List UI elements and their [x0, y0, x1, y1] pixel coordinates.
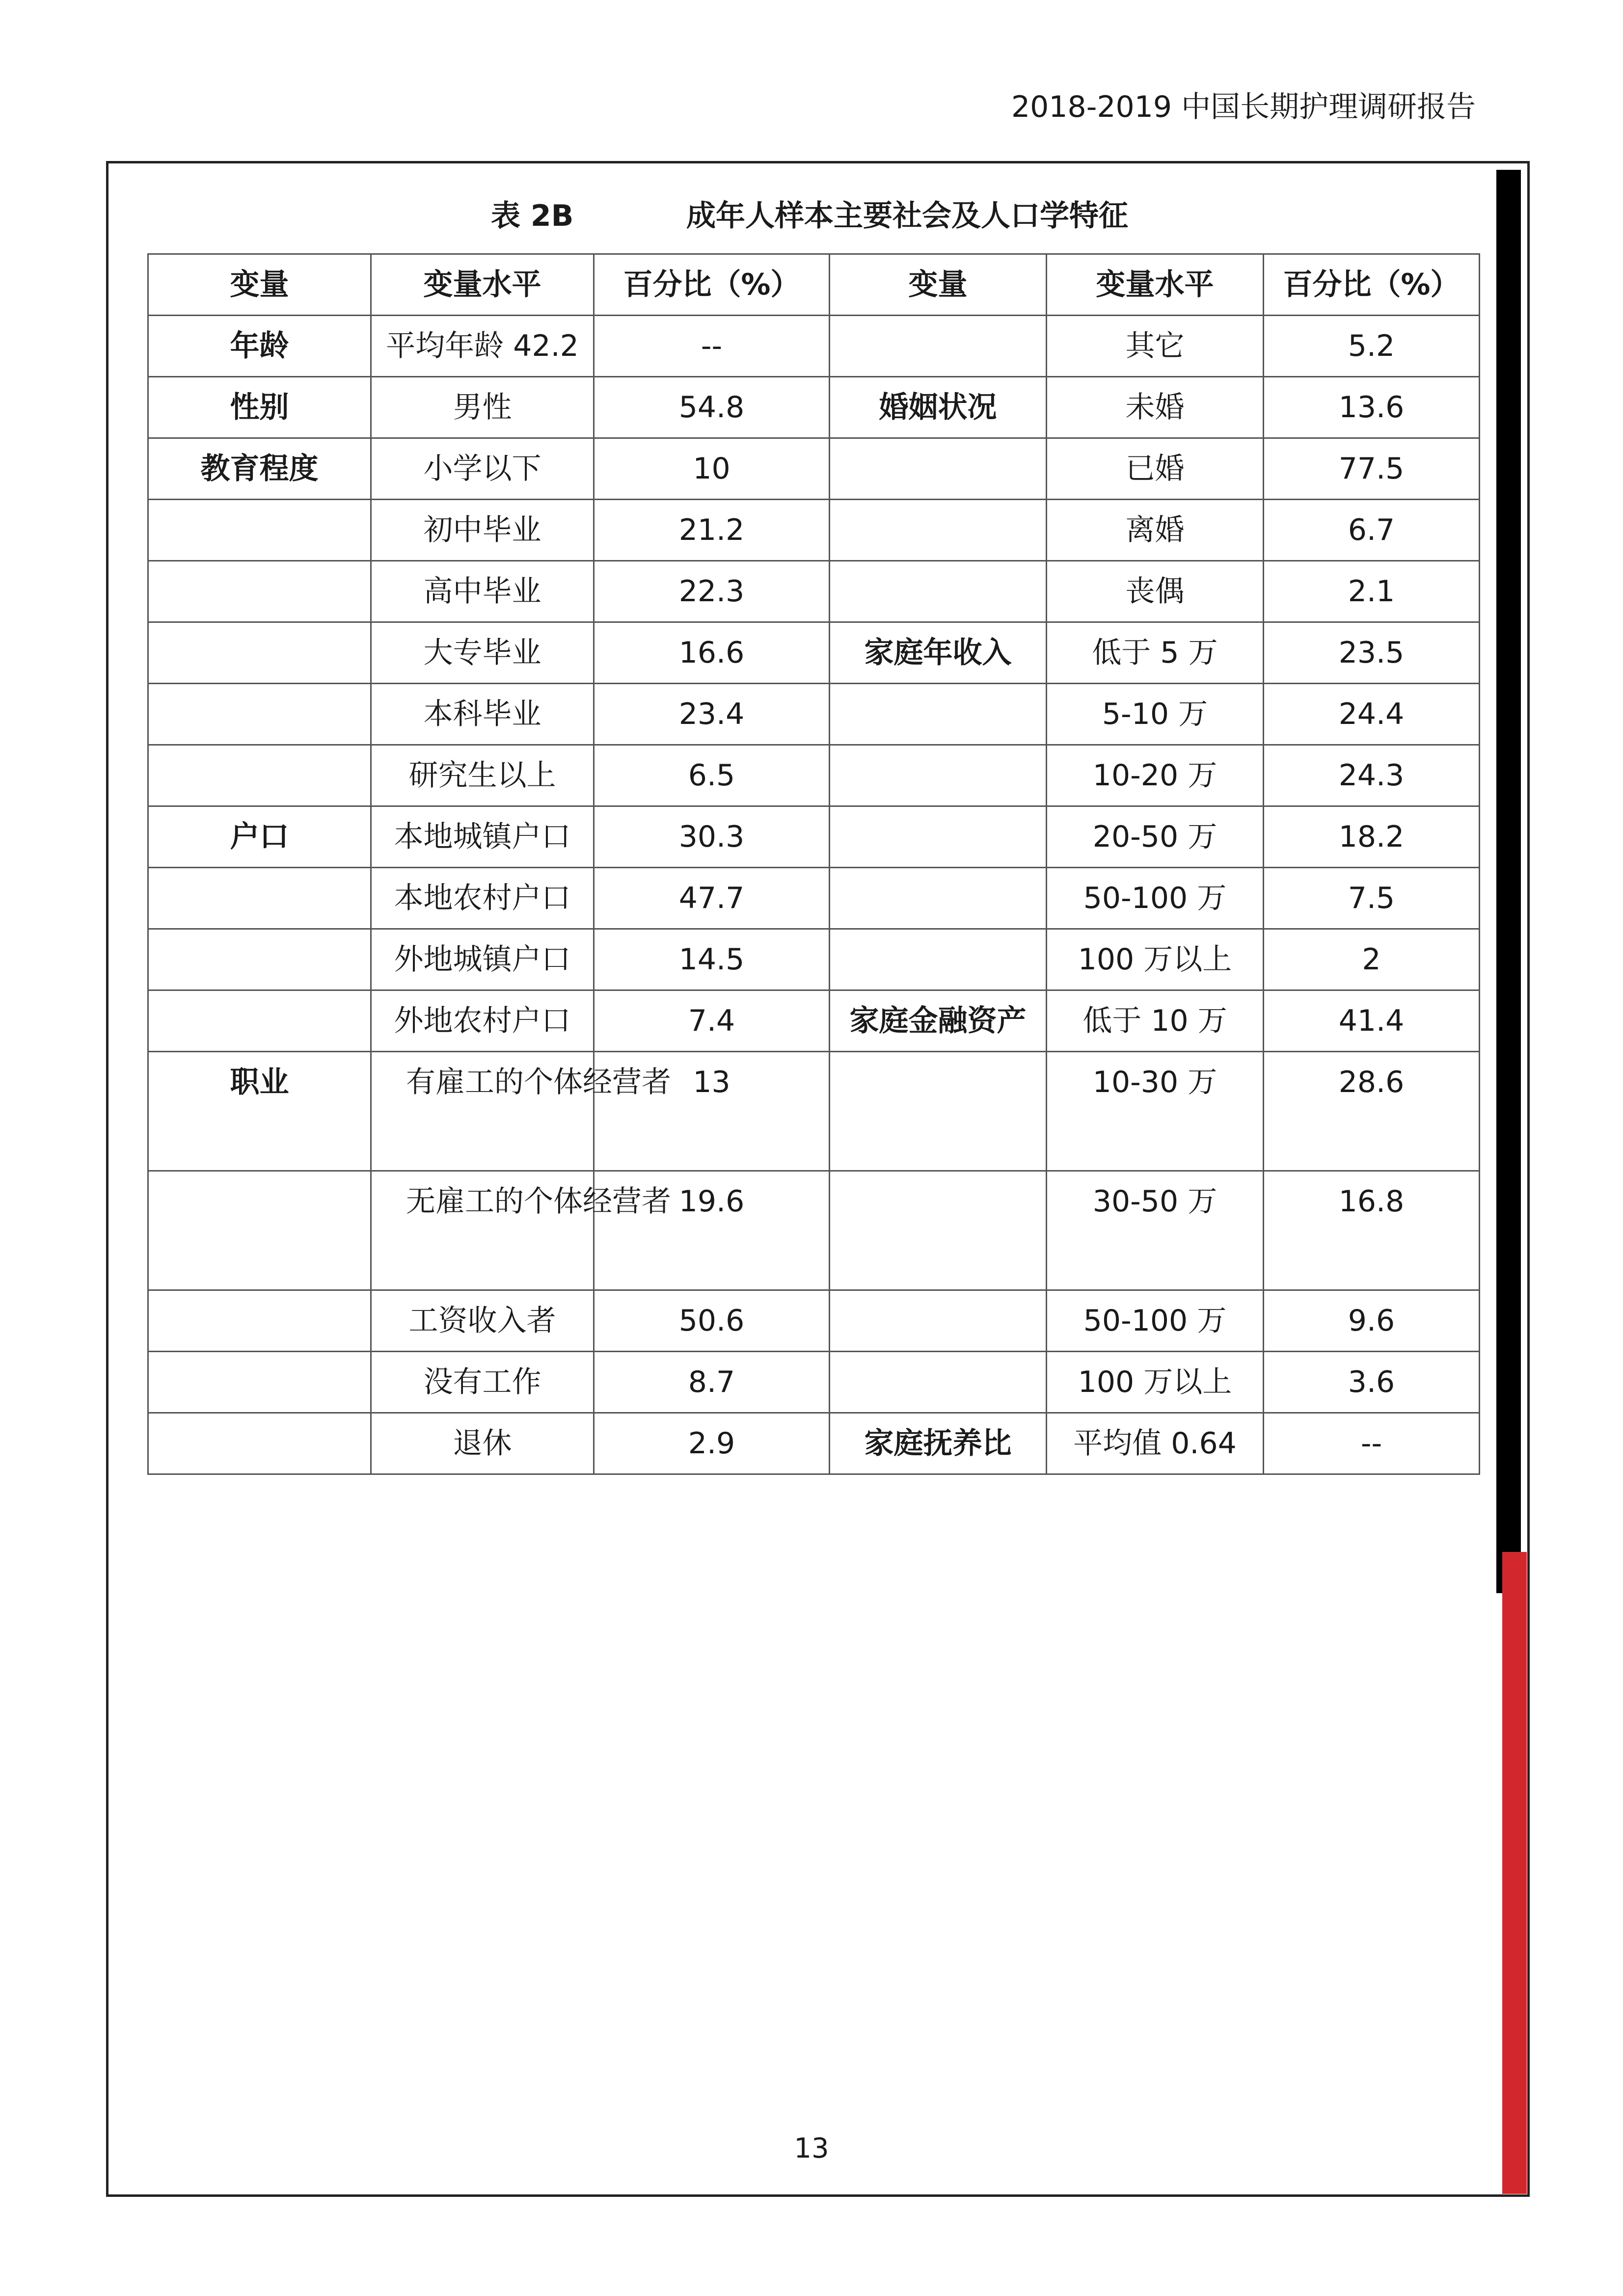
cell-percent: 14.5: [594, 929, 830, 990]
table-number: 表 2B: [491, 199, 574, 233]
cell-level: 研究生以上: [371, 745, 594, 806]
table-row: [148, 684, 1480, 745]
cell-level: 100 万以上: [1047, 929, 1264, 990]
cell-percent: 77.5: [1264, 438, 1480, 500]
cell-percent: 18.2: [1264, 806, 1480, 868]
cell-variable: 年龄: [148, 316, 371, 377]
table-row: [148, 561, 1480, 622]
table-row: [148, 438, 1480, 500]
column-header-level: 变量水平: [371, 254, 594, 316]
table-row: [148, 745, 1480, 806]
cell-percent: 3.6: [1264, 1352, 1480, 1413]
cell-variable: [830, 561, 1047, 622]
cell-percent: 54.8: [594, 377, 830, 438]
cell-percent: 9.6: [1264, 1290, 1480, 1352]
cell-level: 丧偶: [1047, 561, 1264, 622]
cell-percent: --: [594, 316, 830, 377]
cell-percent: 6.5: [594, 745, 830, 806]
cell-percent: 21.2: [594, 500, 830, 561]
cell-percent: 16.6: [594, 622, 830, 684]
cell-level: 低于 5 万: [1047, 622, 1264, 684]
cell-percent: 2.9: [594, 1413, 830, 1474]
cell-level: 100 万以上: [1047, 1352, 1264, 1413]
table-row: [148, 1171, 1480, 1290]
table-row: [148, 868, 1480, 929]
table-row: [148, 500, 1480, 561]
cell-level: 男性: [371, 377, 594, 438]
table-row: [148, 1052, 1480, 1171]
cell-percent: 24.3: [1264, 745, 1480, 806]
table-row: [148, 377, 1480, 438]
cell-variable: [148, 561, 371, 622]
cell-variable: [830, 1052, 1047, 1171]
cell-percent: --: [1264, 1413, 1480, 1474]
cell-level: 本地农村户口: [371, 868, 594, 929]
cell-variable: [830, 316, 1047, 377]
cell-level: 高中毕业: [371, 561, 594, 622]
table-row: [148, 316, 1480, 377]
cell-variable: 家庭抚养比: [830, 1413, 1047, 1474]
cell-variable: [830, 1352, 1047, 1413]
table-row: [148, 990, 1480, 1052]
cell-percent: 7.4: [594, 990, 830, 1052]
cell-level: 没有工作: [371, 1352, 594, 1413]
cell-variable: [148, 622, 371, 684]
cell-variable: 家庭金融资产: [830, 990, 1047, 1052]
cell-percent: 2: [1264, 929, 1480, 990]
cell-level: 有雇工的个体经营者: [371, 1052, 594, 1171]
column-header-percent: 百分比（%）: [1264, 254, 1480, 316]
cell-level: 10-20 万: [1047, 745, 1264, 806]
cell-variable: [830, 868, 1047, 929]
cell-percent: 47.7: [594, 868, 830, 929]
cell-percent: 13.6: [1264, 377, 1480, 438]
cell-variable: 婚姻状况: [830, 377, 1047, 438]
cell-variable: [830, 1290, 1047, 1352]
cell-percent: 5.2: [1264, 316, 1480, 377]
page-number: 13: [794, 2133, 829, 2164]
cell-level: 外地农村户口: [371, 990, 594, 1052]
cell-percent: 50.6: [594, 1290, 830, 1352]
cell-percent: 7.5: [1264, 868, 1480, 929]
cell-variable: [148, 990, 371, 1052]
cell-percent: 8.7: [594, 1352, 830, 1413]
table-row: [148, 1352, 1480, 1413]
cell-variable: [148, 929, 371, 990]
cell-percent: 6.7: [1264, 500, 1480, 561]
cell-level: 50-100 万: [1047, 868, 1264, 929]
cell-level: 初中毕业: [371, 500, 594, 561]
cell-variable: [148, 1413, 371, 1474]
cell-variable: 户口: [148, 806, 371, 868]
cell-variable: [148, 745, 371, 806]
cell-percent: 23.5: [1264, 622, 1480, 684]
cell-percent: 13: [594, 1052, 830, 1171]
column-header-level: 变量水平: [1047, 254, 1264, 316]
cell-variable: [830, 929, 1047, 990]
cell-variable: [830, 806, 1047, 868]
cell-level: 10-30 万: [1047, 1052, 1264, 1171]
cell-variable: [148, 1171, 371, 1290]
cell-level: 大专毕业: [371, 622, 594, 684]
cell-variable: [148, 1352, 371, 1413]
cell-variable: [148, 684, 371, 745]
cell-level: 低于 10 万: [1047, 990, 1264, 1052]
cell-level: 无雇工的个体经营者: [371, 1171, 594, 1290]
cell-level: 50-100 万: [1047, 1290, 1264, 1352]
cell-variable: [830, 684, 1047, 745]
cell-level: 已婚: [1047, 438, 1264, 500]
cell-percent: 2.1: [1264, 561, 1480, 622]
table-header-row: [148, 254, 1480, 316]
decorative-red-bar: [1502, 1552, 1527, 2194]
table-row: [148, 806, 1480, 868]
cell-level: 20-50 万: [1047, 806, 1264, 868]
cell-variable: [830, 1171, 1047, 1290]
cell-percent: 19.6: [594, 1171, 830, 1290]
cell-level: 平均值 0.64: [1047, 1413, 1264, 1474]
cell-level: 未婚: [1047, 377, 1264, 438]
cell-level: 平均年龄 42.2: [371, 316, 594, 377]
cell-percent: 30.3: [594, 806, 830, 868]
report-header-title: 2018-2019 中国长期护理调研报告: [1011, 90, 1476, 124]
table-body: [148, 316, 1480, 1474]
cell-percent: 28.6: [1264, 1052, 1480, 1171]
cell-level: 小学以下: [371, 438, 594, 500]
cell-percent: 41.4: [1264, 990, 1480, 1052]
table-row: [148, 1413, 1480, 1474]
table-row: [148, 1290, 1480, 1352]
column-header-variable: 变量: [148, 254, 371, 316]
cell-percent: 24.4: [1264, 684, 1480, 745]
decorative-black-bar: [1496, 170, 1521, 1593]
cell-percent: 16.8: [1264, 1171, 1480, 1290]
cell-percent: 23.4: [594, 684, 830, 745]
cell-level: 退休: [371, 1413, 594, 1474]
cell-level: 30-50 万: [1047, 1171, 1264, 1290]
column-header-percent: 百分比（%）: [594, 254, 830, 316]
demographics-table: [147, 253, 1480, 1475]
cell-variable: [830, 438, 1047, 500]
cell-variable: [148, 1290, 371, 1352]
table-row: [148, 929, 1480, 990]
cell-level: 外地城镇户口: [371, 929, 594, 990]
column-header-variable: 变量: [830, 254, 1047, 316]
cell-variable: 家庭年收入: [830, 622, 1047, 684]
cell-variable: [830, 500, 1047, 561]
cell-level: 离婚: [1047, 500, 1264, 561]
cell-variable: 职业: [148, 1052, 371, 1171]
cell-variable: [830, 745, 1047, 806]
cell-level: 本科毕业: [371, 684, 594, 745]
cell-variable: [148, 500, 371, 561]
cell-percent: 10: [594, 438, 830, 500]
table-row: [148, 622, 1480, 684]
cell-variable: 性别: [148, 377, 371, 438]
cell-percent: 22.3: [594, 561, 830, 622]
cell-variable: [148, 868, 371, 929]
cell-level: 工资收入者: [371, 1290, 594, 1352]
table-caption: 成年人样本主要社会及人口学特征: [686, 199, 1128, 233]
cell-level: 本地城镇户口: [371, 806, 594, 868]
cell-variable: 教育程度: [148, 438, 371, 500]
cell-level: 其它: [1047, 316, 1264, 377]
cell-level: 5-10 万: [1047, 684, 1264, 745]
